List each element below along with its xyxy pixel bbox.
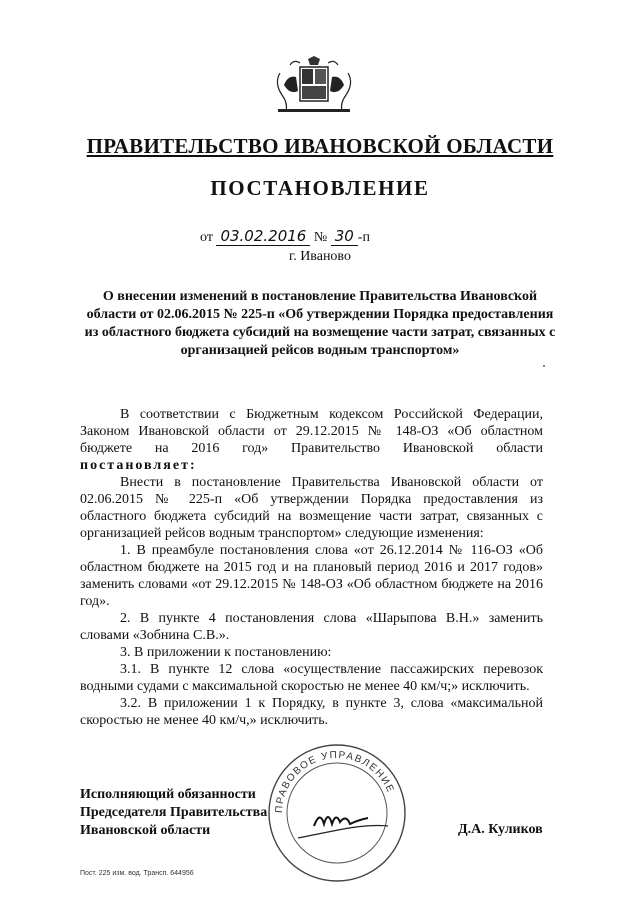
- body-paragraph: 3. В приложении к постановлению:: [120, 645, 332, 660]
- document-date: 03.02.2016: [216, 227, 310, 246]
- document-type: ПОСТАНОВЛЕНИЕ: [210, 176, 430, 200]
- number-suffix: -п: [357, 230, 370, 245]
- scan-dot: [543, 365, 545, 367]
- government-title: ПРАВИТЕЛЬСТВО ИВАНОВСКОЙ ОБЛАСТИ: [86, 134, 554, 158]
- coat-of-arms-emblem: [270, 55, 358, 117]
- body-paragraph: 3.2. В приложении 1 к Порядку, в пункте 3, слова «максимальной скоростью не менее 40 км/ч,» исключить.: [80, 696, 543, 728]
- document-body: [80, 406, 543, 729]
- body-paragraph: Внести в постановление Правительства Ивановской области от 02.06.2015 № 225-п «Об утверждении Порядка предоставления из областного бюджета субсидий на возмещение части затрат, связанных с организацией рейсов водным транспортом» следующие изменения:: [80, 475, 543, 541]
- number-sign: №: [313, 230, 328, 245]
- document-subject: О внесении изменений в постановление Правительства Ивановской области от 02.06.2015 № 225-п «Об утверждении Порядка предоставления из областного бюджета субсидий на возмещение части затрат, связанных с организацией рейсов водным транспортом»: [84, 289, 556, 358]
- city: г. Иваново: [289, 249, 351, 264]
- body-paragraph: 3.1. В пункте 12 слова «осуществление пассажирских перевозок водными судами с максимальной скоростью не менее 40 км/ч;» исключить.: [80, 662, 543, 694]
- signatory-position: [80, 786, 267, 840]
- official-stamp: [262, 738, 412, 888]
- document-number: 30: [331, 227, 358, 246]
- resolves-word: постановляет:: [80, 458, 197, 473]
- intro-paragraph: [80, 406, 543, 474]
- signatory-line: Исполняющий обязанности: [80, 787, 256, 802]
- body-paragraph: 2. В пункте 4 постановления слова «Шарыпова В.Н.» заменить словами «Зобнина С.В.».: [80, 611, 543, 643]
- stamp-text: ПРАВОВОЕ УПРАВЛЕНИЕ: [273, 749, 397, 814]
- date-prefix: от: [200, 230, 213, 245]
- intro-text: В соответствии с Бюджетным кодексом Российской Федерации, Законом Ивановской области от 29.12.2015 № 148-ОЗ «Об областном бюджете на 2016 год» Правительство Ивановской области: [80, 407, 543, 456]
- signatory-name: Д.А. Куликов: [458, 822, 543, 837]
- signatory-line: Ивановской области: [80, 823, 211, 838]
- date-line: [200, 227, 370, 246]
- body-paragraph: 1. В преамбуле постановления слова «от 26.12.2014 № 116-ОЗ «Об областном бюджете на 2015 год и на плановый период 2016 и 2017 годов» заменить словами «от 29.12.2015 № 148-ОЗ «Об областном бюджете на 2016 год».: [80, 543, 543, 609]
- footnote: Пост. 225 изм. вод. Трансп. 644956: [80, 870, 194, 877]
- signatory-line: Председателя Правительства: [80, 805, 268, 820]
